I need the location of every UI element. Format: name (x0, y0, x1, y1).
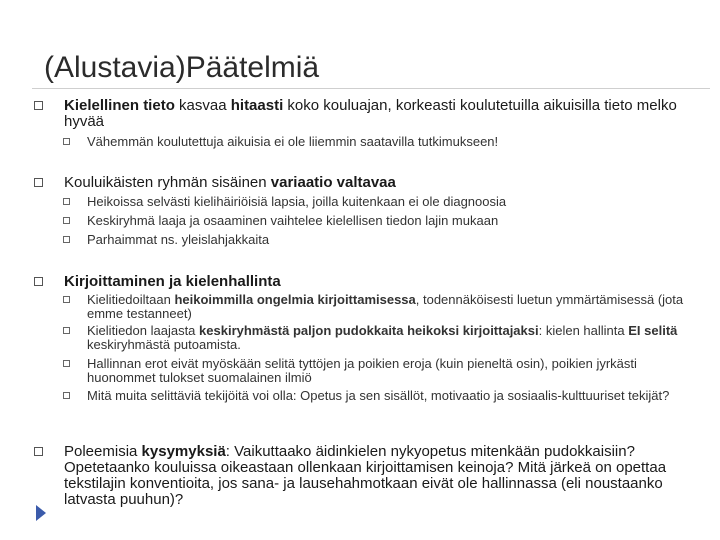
sub-bullet-text: Vähemmän koulutettuja aikuisia ei ole liiemmin saatavilla tutkimukseen! (87, 134, 499, 149)
square-bullet-icon (34, 101, 43, 110)
square-bullet-icon (63, 360, 70, 367)
bullet-1-text: Kielellinen tieto kasvaa hitaasti koko kouluajan, korkeasti koulutetuilla aikuisilla tieto melko hyvää (64, 97, 677, 130)
sub-bullet-text: Mitä muita selittäviä tekijöitä voi olla: Opetus ja sen sisällöt, motivaatio ja sosiaalis-kulttuuriset tekijät? (87, 388, 670, 403)
slide-corner-arrow-icon (36, 505, 46, 521)
square-bullet-icon (63, 236, 70, 243)
bullet-4-text: Poleemisia kysymyksiä: Vaikuttaako äidinkielen nykyopetus mitenkään pudokkaisiin? Opetetaanko kouluissa oikeastaan ollenkaan kirjoittamisen keinoja? Mitä järkeä on opettaa tekstilajin konventioita, jos sana- ja lausehahmotkaan eivät ole hallinnassa (eli noustaanko latvasta puuhun)? (64, 443, 667, 508)
square-bullet-icon (34, 178, 43, 187)
sub-bullet-text: Keskiryhmä laaja ja osaaminen vaihtelee kielellisen tiedon lajin mukaan (87, 213, 499, 228)
sub-bullet-text: Kielitiedoiltaan heikoimmilla ongelmia kirjoittamisessa, todennäköisesti luetun ymmärtämisessä (jota emme testanneet) (87, 292, 684, 321)
square-bullet-icon (63, 392, 70, 399)
bullet-3-text: Kirjoittaminen ja kielenhallinta (64, 273, 281, 290)
square-bullet-icon (34, 277, 43, 286)
square-bullet-icon (63, 198, 70, 205)
square-bullet-icon (63, 217, 70, 224)
square-bullet-icon (34, 447, 43, 456)
title-divider (32, 88, 710, 89)
sub-bullet-text: Kielitiedon laajasta keskiryhmästä paljon pudokkaita heikoksi kirjoittajaksi: kielen hallinta EI selitä keskiryhmästä putoamista. (87, 323, 678, 352)
bullet-2-text: Kouluikäisten ryhmän sisäinen variaatio valtavaa (64, 174, 396, 191)
square-bullet-icon (63, 138, 70, 145)
slide-title: (Alustavia)Päätelmiä (44, 51, 320, 84)
sub-bullet-text: Heikoissa selvästi kielihäiriöisiä lapsia, joilla kuitenkaan ei ole diagnoosia (87, 194, 507, 209)
sub-bullet-text: Parhaimmat ns. yleislahjakkaita (87, 232, 270, 247)
square-bullet-icon (63, 327, 70, 334)
sub-bullet-text: Hallinnan erot eivät myöskään selitä tyttöjen ja poikien eroja (kuin pieneltä osin), poikien jyrkästi huonommet tulokset suomalainen ilmiö (87, 356, 637, 385)
square-bullet-icon (63, 296, 70, 303)
